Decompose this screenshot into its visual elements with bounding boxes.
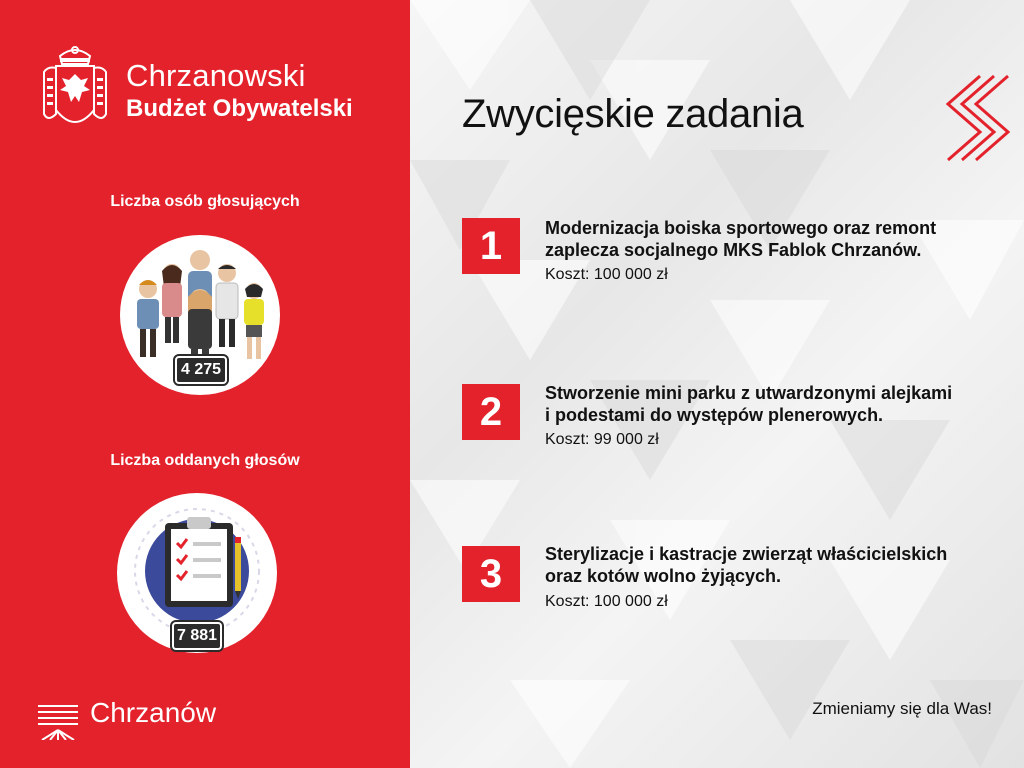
brand-title: Chrzanowski	[126, 58, 306, 93]
task-title	[545, 382, 952, 426]
eagle-crest-icon	[38, 44, 112, 136]
votes-count: 7 881	[172, 622, 222, 650]
task-cost: Koszt: 100 000 zł	[545, 593, 668, 610]
left-panel	[0, 0, 410, 768]
task-number: 1	[462, 218, 520, 274]
task-cost: Koszt: 99 000 zł	[545, 431, 659, 448]
city-name: Chrzanów	[90, 697, 217, 728]
voters-count: 4 275	[175, 356, 227, 384]
task-number: 2	[462, 384, 520, 440]
task-title	[545, 217, 936, 261]
task-title	[545, 543, 947, 587]
task-title-line: Sterylizacje i kastracje zwierząt właścicielskich	[545, 544, 948, 564]
task-title-line: i podestami do występów plenerowych.	[545, 405, 884, 425]
task-cost: Koszt: 100 000 zł	[545, 266, 668, 283]
brand-subtitle: Budżet Obywatelski	[126, 95, 353, 122]
task-title-line: zaplecza socjalnego MKS Fablok Chrzanów.	[545, 240, 922, 260]
task-number: 3	[462, 546, 520, 602]
votes-label: Liczba oddanych głosów	[110, 452, 300, 469]
task-title-line: oraz kotów wolno żyjących.	[545, 566, 782, 586]
sun-rays-icon	[38, 700, 78, 740]
task-title-line: Modernizacja boiska sportowego oraz remont	[545, 218, 937, 238]
slogan: Zmieniamy się dla Was!	[812, 699, 992, 718]
voters-label: Liczba osób głosujących	[110, 193, 300, 210]
page-title: Zwycięskie zadania	[462, 92, 804, 136]
zigzag-mark-icon	[940, 74, 1010, 162]
task-title-line: Stworzenie mini parku z utwardzonymi alejkami	[545, 383, 953, 403]
